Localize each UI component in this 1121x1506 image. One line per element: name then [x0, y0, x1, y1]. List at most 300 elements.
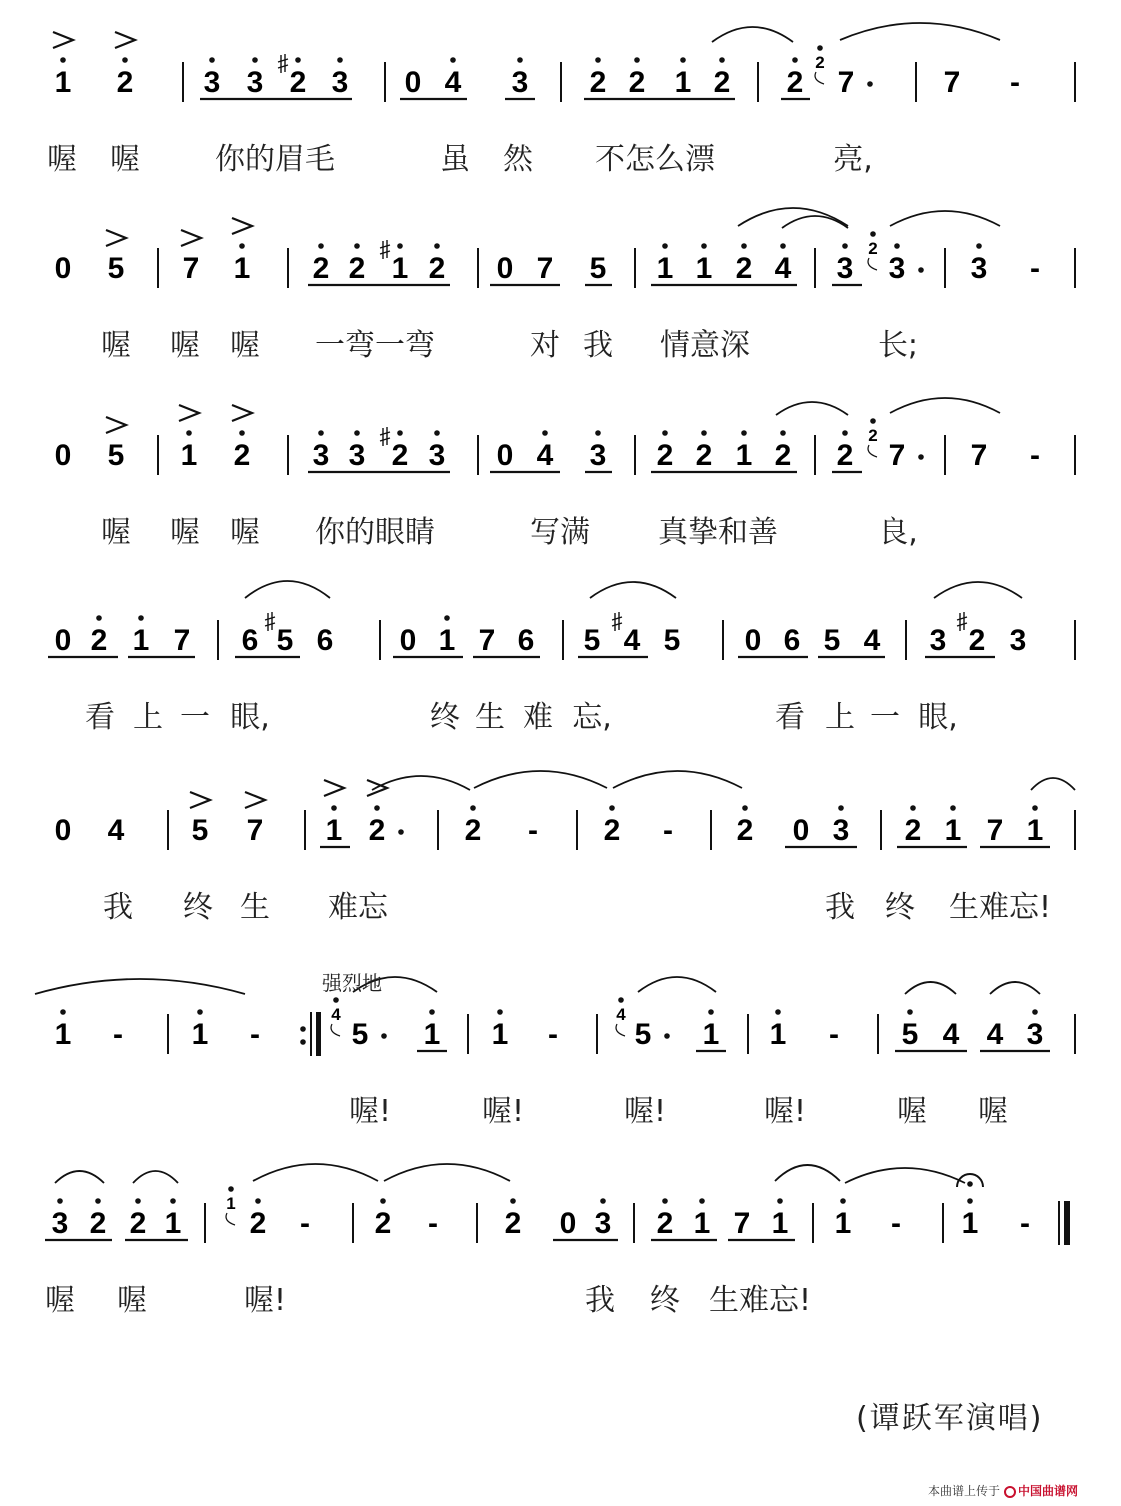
- augmentation-dot: [918, 267, 924, 273]
- extension-dash: -: [891, 1207, 901, 1240]
- note: 4: [536, 439, 554, 472]
- slur: [613, 771, 742, 788]
- note: 1: [1026, 814, 1044, 847]
- slur: [590, 582, 676, 598]
- high-octave-dot: [252, 57, 258, 63]
- note: 1: [695, 252, 713, 285]
- lyric: 喔!: [623, 1094, 667, 1129]
- note: 1: [423, 1018, 441, 1051]
- note: 2: [464, 814, 482, 847]
- lyric: 看: [85, 700, 115, 735]
- note: 7: [182, 252, 200, 285]
- high-octave-dot: [517, 57, 523, 63]
- note: 7: [246, 814, 264, 847]
- grace-high-dot: [817, 45, 823, 51]
- lyric: 喔!: [481, 1094, 525, 1129]
- extension-dash: -: [1010, 66, 1020, 99]
- lyric: 你的眉毛: [215, 142, 335, 177]
- slur: [845, 1168, 965, 1183]
- slur: [840, 23, 1000, 40]
- lyric: 难忘: [328, 890, 388, 925]
- high-octave-dot: [719, 57, 725, 63]
- high-octave-dot: [374, 805, 380, 811]
- lyric: 一: [180, 700, 210, 735]
- note: 3: [888, 252, 906, 285]
- note: 2: [904, 814, 922, 847]
- high-octave-dot: [842, 243, 848, 249]
- extension-dash: -: [528, 814, 538, 847]
- note: 1: [702, 1018, 720, 1051]
- note: 3: [331, 66, 349, 99]
- high-octave-dot: [976, 243, 982, 249]
- high-octave-dot: [967, 1198, 973, 1204]
- lyric: 一: [870, 700, 900, 735]
- note: 3: [594, 1207, 612, 1240]
- note: 3: [428, 439, 446, 472]
- note: 2: [504, 1207, 522, 1240]
- slur: [776, 402, 848, 415]
- grace-slur: [331, 1024, 340, 1036]
- accent-mark: [232, 218, 252, 234]
- lyric: 写满: [530, 515, 590, 550]
- accent-mark: [115, 32, 135, 48]
- lyric: 终: [885, 890, 915, 925]
- augmentation-dot: [918, 454, 924, 460]
- slur: [712, 27, 793, 42]
- note: 1: [674, 66, 692, 99]
- high-octave-dot: [354, 243, 360, 249]
- note: 1: [735, 439, 753, 472]
- sharp-sign: [265, 612, 275, 631]
- lyric: 忘,: [572, 700, 612, 735]
- note: 7: [173, 624, 191, 657]
- high-octave-dot: [318, 430, 324, 436]
- note: 3: [246, 66, 264, 99]
- note: 0: [559, 1207, 577, 1240]
- extension-dash: -: [1030, 439, 1040, 472]
- note: 2: [129, 1207, 147, 1240]
- note: 1: [491, 1018, 509, 1051]
- final-thick-barline: [1064, 1201, 1070, 1245]
- high-octave-dot: [470, 805, 476, 811]
- high-octave-dot: [1032, 805, 1038, 811]
- note: 7: [986, 814, 1004, 847]
- lyric: 不怎么漂: [595, 142, 715, 177]
- high-octave-dot: [497, 1009, 503, 1015]
- note: 2: [116, 66, 134, 99]
- high-octave-dot: [910, 805, 916, 811]
- sharp-sign: [380, 240, 390, 259]
- grace-high-dot: [228, 1186, 234, 1192]
- note: 1: [54, 66, 72, 99]
- accent-mark: [232, 405, 252, 421]
- note: 7: [536, 252, 554, 285]
- high-octave-dot: [60, 1009, 66, 1015]
- high-octave-dot: [741, 430, 747, 436]
- accent-mark: [179, 405, 199, 421]
- extension-dash: -: [1020, 1207, 1030, 1240]
- lyric: 终: [430, 700, 460, 735]
- grace-note: 4: [331, 1005, 341, 1024]
- high-octave-dot: [708, 1009, 714, 1015]
- high-octave-dot: [397, 243, 403, 249]
- note: 2: [836, 439, 854, 472]
- high-octave-dot: [331, 805, 337, 811]
- high-octave-dot: [701, 243, 707, 249]
- lyric: 喔: [45, 1283, 75, 1318]
- high-octave-dot: [840, 1198, 846, 1204]
- note: 0: [54, 814, 72, 847]
- lyric: 喔: [230, 328, 260, 363]
- note: 2: [736, 814, 754, 847]
- note: 5: [634, 1018, 652, 1051]
- high-octave-dot: [842, 430, 848, 436]
- note: 4: [623, 624, 641, 657]
- high-octave-dot: [318, 243, 324, 249]
- upload-site-name: 中国曲谱网: [1018, 1484, 1079, 1498]
- slur: [474, 771, 607, 788]
- high-octave-dot: [170, 1198, 176, 1204]
- note: 1: [693, 1207, 711, 1240]
- lyric: 我: [103, 890, 133, 925]
- note: 2: [713, 66, 731, 99]
- high-octave-dot: [634, 57, 640, 63]
- note: 0: [54, 439, 72, 472]
- lyric: 喔!: [348, 1094, 392, 1129]
- high-octave-dot: [397, 430, 403, 436]
- note: 1: [54, 1018, 72, 1051]
- high-octave-dot: [838, 805, 844, 811]
- note: 2: [656, 1207, 674, 1240]
- lyric: 我: [583, 328, 613, 363]
- augmentation-dot: [381, 1033, 387, 1039]
- note: 7: [888, 439, 906, 472]
- note: 2: [628, 66, 646, 99]
- grace-slur: [868, 445, 877, 457]
- extension-dash: -: [663, 814, 673, 847]
- upload-prefix: 本曲谱上传于: [928, 1484, 1001, 1498]
- note: 1: [132, 624, 150, 657]
- note: 0: [496, 252, 514, 285]
- lyric: 生难忘!: [948, 890, 1052, 925]
- note: 3: [832, 814, 850, 847]
- note: 2: [603, 814, 621, 847]
- note: 3: [1009, 624, 1027, 657]
- high-octave-dot: [780, 243, 786, 249]
- lyric: 我: [825, 890, 855, 925]
- note: 2: [249, 1207, 267, 1240]
- note: 3: [836, 252, 854, 285]
- high-octave-dot: [434, 243, 440, 249]
- note: 2: [391, 439, 409, 472]
- note: 4: [774, 252, 792, 285]
- lyric: 真挚和善: [658, 515, 778, 550]
- note: 3: [312, 439, 330, 472]
- high-octave-dot: [792, 57, 798, 63]
- lyric: 喔: [897, 1094, 927, 1129]
- lyric: 喔: [101, 515, 131, 550]
- lyric: 终: [183, 890, 213, 925]
- note: 5: [107, 439, 125, 472]
- lyric: 上: [133, 700, 163, 735]
- note: 1: [180, 439, 198, 472]
- high-octave-dot: [680, 57, 686, 63]
- note: 2: [695, 439, 713, 472]
- augmentation-dot: [867, 81, 873, 87]
- extension-dash: -: [250, 1018, 260, 1051]
- lyric: 眼,: [230, 700, 270, 735]
- high-octave-dot: [337, 57, 343, 63]
- note: 2: [656, 439, 674, 472]
- slur: [782, 216, 848, 228]
- high-octave-dot: [239, 243, 245, 249]
- note: 4: [107, 814, 125, 847]
- note: 6: [783, 624, 801, 657]
- slur: [1031, 778, 1075, 790]
- note: 2: [89, 1207, 107, 1240]
- extension-dash: -: [113, 1018, 123, 1051]
- extension-dash: -: [548, 1018, 558, 1051]
- high-octave-dot: [742, 805, 748, 811]
- note: 7: [733, 1207, 751, 1240]
- augmentation-dot: [398, 829, 404, 835]
- lyric: 喔: [47, 142, 77, 177]
- high-octave-dot: [380, 1198, 386, 1204]
- note: 0: [744, 624, 762, 657]
- repeat-dot: [300, 1026, 306, 1032]
- note: 2: [735, 252, 753, 285]
- lyric: 你的眼睛: [315, 515, 435, 550]
- note: 3: [51, 1207, 69, 1240]
- note: 1: [438, 624, 456, 657]
- high-octave-dot: [96, 615, 102, 621]
- lyric: 我: [585, 1283, 615, 1318]
- high-octave-dot: [1032, 1009, 1038, 1015]
- lyric: 对: [530, 328, 560, 363]
- slur: [738, 208, 848, 226]
- note: 1: [164, 1207, 182, 1240]
- lyric: 眼,: [918, 700, 958, 735]
- slur: [55, 1171, 104, 1183]
- high-octave-dot: [255, 1198, 261, 1204]
- note: 5: [663, 624, 681, 657]
- grace-note: 4: [616, 1005, 626, 1024]
- high-octave-dot: [444, 615, 450, 621]
- extension-dash: -: [300, 1207, 310, 1240]
- note: 0: [54, 624, 72, 657]
- slur: [775, 1165, 840, 1181]
- augmentation-dot: [664, 1033, 670, 1039]
- lyric: 看: [775, 700, 805, 735]
- high-octave-dot: [209, 57, 215, 63]
- note: 1: [325, 814, 343, 847]
- slur: [253, 1164, 378, 1181]
- high-octave-dot: [950, 805, 956, 811]
- note: 7: [478, 624, 496, 657]
- accent-mark: [106, 230, 126, 246]
- lyric: 亮,: [833, 142, 873, 177]
- high-octave-dot: [197, 1009, 203, 1015]
- extension-dash: -: [1030, 252, 1040, 285]
- note: 3: [348, 439, 366, 472]
- note: 5: [276, 624, 294, 657]
- sharp-sign: [612, 612, 622, 631]
- sharp-sign: [957, 612, 967, 631]
- slur: [890, 211, 1000, 226]
- high-octave-dot: [775, 1009, 781, 1015]
- high-octave-dot: [57, 1198, 63, 1204]
- high-octave-dot: [595, 57, 601, 63]
- note: 3: [1026, 1018, 1044, 1051]
- high-octave-dot: [542, 430, 548, 436]
- note: 3: [970, 252, 988, 285]
- note: 0: [399, 624, 417, 657]
- upload-footer: [928, 1482, 1078, 1499]
- grace-high-dot: [333, 997, 339, 1003]
- accent-mark: [53, 32, 73, 48]
- grace-slur: [226, 1213, 235, 1225]
- lyric: 情意深: [660, 328, 750, 363]
- note: 7: [970, 439, 988, 472]
- lyric: 喔: [101, 328, 131, 363]
- high-octave-dot: [354, 430, 360, 436]
- slur: [638, 977, 716, 992]
- note: 1: [961, 1207, 979, 1240]
- slur: [133, 1171, 178, 1183]
- repeat-thick-barline: [316, 1012, 321, 1056]
- lyric: 喔: [170, 328, 200, 363]
- note: 2: [233, 439, 251, 472]
- note: 3: [203, 66, 221, 99]
- extension-dash: -: [428, 1207, 438, 1240]
- note: 2: [368, 814, 386, 847]
- high-octave-dot: [894, 243, 900, 249]
- note: 2: [428, 252, 446, 285]
- high-octave-dot: [186, 430, 192, 436]
- high-octave-dot: [239, 430, 245, 436]
- note: 4: [863, 624, 881, 657]
- high-octave-dot: [600, 1198, 606, 1204]
- accent-mark: [181, 230, 201, 246]
- lyric: 喔: [110, 142, 140, 177]
- note: 7: [837, 66, 855, 99]
- note: 5: [589, 252, 607, 285]
- accent-mark: [190, 792, 210, 808]
- expression-mark: 强烈地: [322, 971, 382, 995]
- note: 6: [241, 624, 259, 657]
- note: 2: [374, 1207, 392, 1240]
- high-octave-dot: [662, 1198, 668, 1204]
- high-octave-dot: [777, 1198, 783, 1204]
- slur: [35, 979, 245, 994]
- note: 1: [769, 1018, 787, 1051]
- slur: [384, 1164, 510, 1181]
- fermata-dot: [967, 1181, 973, 1187]
- slur: [245, 581, 330, 598]
- note: 2: [90, 624, 108, 657]
- lyric: 生: [240, 890, 270, 925]
- high-octave-dot: [699, 1198, 705, 1204]
- lyric: 然: [503, 142, 533, 177]
- note: 4: [942, 1018, 960, 1051]
- note: 0: [54, 252, 72, 285]
- note: 2: [348, 252, 366, 285]
- high-octave-dot: [429, 1009, 435, 1015]
- high-octave-dot: [510, 1198, 516, 1204]
- grace-slur: [616, 1024, 625, 1036]
- accent-mark: [106, 417, 126, 433]
- note: 4: [444, 66, 462, 99]
- extension-dash: -: [829, 1018, 839, 1051]
- note: 1: [233, 252, 251, 285]
- note: 5: [191, 814, 209, 847]
- lyric: 喔: [978, 1094, 1008, 1129]
- note: 5: [901, 1018, 919, 1051]
- note: 2: [774, 439, 792, 472]
- accent-mark: [324, 780, 344, 796]
- sharp-sign: [380, 427, 390, 446]
- repeat-dot: [300, 1039, 306, 1045]
- accent-mark: [245, 792, 265, 808]
- lyric: 难: [523, 700, 553, 735]
- high-octave-dot: [595, 430, 601, 436]
- high-octave-dot: [60, 57, 66, 63]
- grace-slur: [868, 258, 877, 270]
- slur: [890, 398, 1000, 413]
- high-octave-dot: [701, 430, 707, 436]
- high-octave-dot: [95, 1198, 101, 1204]
- note: 3: [589, 439, 607, 472]
- grace-note: 2: [868, 239, 878, 258]
- note: 6: [316, 624, 334, 657]
- note: 1: [834, 1207, 852, 1240]
- high-octave-dot: [662, 430, 668, 436]
- note: 7: [943, 66, 961, 99]
- grace-slur: [815, 72, 824, 84]
- note: 5: [107, 252, 125, 285]
- lyric: 终: [650, 1283, 680, 1318]
- lyric: 喔: [170, 515, 200, 550]
- high-octave-dot: [135, 1198, 141, 1204]
- lyric: 虽: [440, 142, 470, 177]
- lyric: 一弯一弯: [315, 328, 435, 363]
- sharp-sign: [278, 54, 288, 73]
- grace-high-dot: [870, 231, 876, 237]
- grace-note: 1: [226, 1194, 236, 1213]
- note: 0: [496, 439, 514, 472]
- high-octave-dot: [450, 57, 456, 63]
- lyric: 喔!: [763, 1094, 807, 1129]
- grace-high-dot: [618, 997, 624, 1003]
- note: 1: [391, 252, 409, 285]
- note: 1: [771, 1207, 789, 1240]
- note: 3: [929, 624, 947, 657]
- high-octave-dot: [609, 805, 615, 811]
- note: 2: [968, 624, 986, 657]
- lyric: 良,: [878, 515, 918, 550]
- note: 1: [656, 252, 674, 285]
- lyric: 喔!: [243, 1283, 287, 1318]
- high-octave-dot: [741, 243, 747, 249]
- lyric: 喔: [117, 1283, 147, 1318]
- note: 5: [823, 624, 841, 657]
- high-octave-dot: [138, 615, 144, 621]
- lyric: 生: [475, 700, 505, 735]
- note: 5: [583, 624, 601, 657]
- lyric: 喔: [230, 515, 260, 550]
- note: 2: [589, 66, 607, 99]
- slur: [990, 982, 1040, 994]
